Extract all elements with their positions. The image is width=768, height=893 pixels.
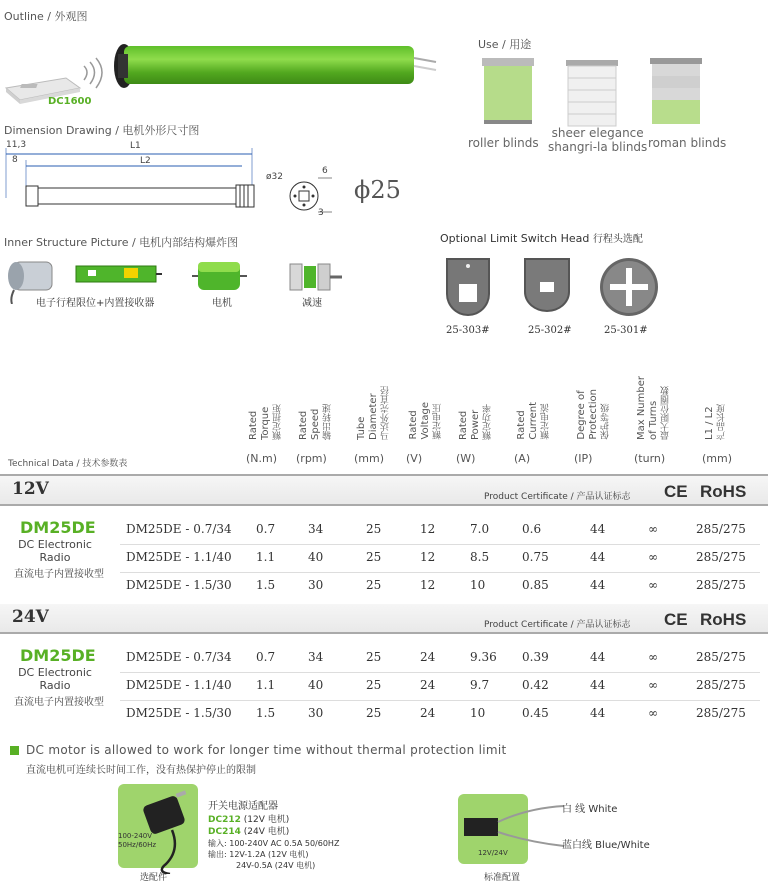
column-header-text: Max Number of Turns 最大限位圈数 — [636, 375, 671, 440]
wiring-img-label: 12V/24V — [478, 849, 508, 857]
row-divider — [120, 672, 760, 673]
roller-blind-image — [480, 56, 536, 128]
table-cell: 7.0 — [470, 522, 490, 536]
table-cell: 25 — [366, 550, 382, 564]
voltage-band — [0, 476, 768, 504]
table-cell: 25 — [366, 650, 382, 664]
gearbox-part-image — [282, 260, 346, 294]
table-cell: 12 — [420, 578, 436, 592]
column-header — [356, 360, 416, 440]
table-cell: 24 — [420, 678, 436, 692]
inner-label-gear: 减速 — [302, 298, 322, 309]
adapter-spec-out1: 输出: 12V-1.2A (12V 电机) — [208, 850, 309, 859]
model-name: DM25DE - 0.7/34 — [126, 522, 232, 536]
voltage-label: 12V — [12, 479, 49, 499]
table-cell: 0.6 — [522, 522, 542, 536]
table-cell: 25 — [366, 522, 382, 536]
inner-title: Inner Structure Picture / 电机内部结构爆炸图 — [4, 236, 239, 249]
model-name: DM25DE - 1.5/30 — [126, 706, 232, 720]
note-en: DC motor is allowed to work for longer time without thermal protection limit — [26, 743, 507, 757]
adapter-spec-in: 输入: 100-240V AC 0.5A 50/60HZ — [208, 839, 340, 848]
table-cell: ∞ — [648, 578, 658, 592]
adapter-caption: 选配件 — [140, 873, 168, 883]
limit-303-label: 25-303# — [446, 325, 490, 336]
table-cell: 285/275 — [696, 650, 746, 664]
end-view-drawing — [282, 172, 342, 222]
adapter-spec-out2: 24V-0.5A (24V 电机) — [236, 861, 316, 870]
motor-part-image — [192, 258, 248, 294]
column-header-text: Degree of Protection 保护等级 — [576, 389, 611, 440]
column-header-text: Rated Current 额定电流 — [516, 402, 551, 440]
model-name: DM25DE - 1.1/40 — [126, 678, 232, 692]
column-unit: (turn) — [634, 452, 666, 465]
table-cell: 25 — [366, 578, 382, 592]
use-sheer-label: sheer elegance shangri-la blinds — [548, 126, 648, 154]
table-cell: 30 — [308, 706, 324, 720]
table-cell: 0.85 — [522, 578, 549, 592]
limit-head-303-image — [442, 254, 496, 318]
table-cell: 0.39 — [522, 650, 549, 664]
table-cell: 1.5 — [256, 706, 276, 720]
column-unit: (N.m) — [246, 452, 278, 465]
limit-302-label: 25-302# — [528, 325, 572, 336]
table-cell: 285/275 — [696, 522, 746, 536]
use-roller-label: roller blinds — [468, 136, 539, 150]
row-divider — [120, 700, 760, 701]
table-cell: ∞ — [648, 650, 658, 664]
use-roman-label: roman blinds — [648, 136, 727, 150]
table-cell: 285/275 — [696, 578, 746, 592]
column-unit: (mm) — [354, 452, 385, 465]
table-cell: 1.5 — [256, 578, 276, 592]
roman-blind-image — [648, 56, 704, 128]
table-cell: 8.5 — [470, 550, 490, 564]
limit-head-301-image — [598, 256, 660, 318]
inner-label-board: 电子行程限位+内置接收器 — [36, 298, 155, 309]
table-cell: 25 — [366, 678, 382, 692]
model-name: DM25DE - 1.5/30 — [126, 578, 232, 592]
inner-label-motor: 电机 — [212, 298, 232, 309]
model-desc-cn: 直流电子内置接收型 — [14, 697, 104, 708]
column-header — [298, 360, 358, 440]
table-cell: 40 — [308, 678, 324, 692]
column-header — [636, 360, 696, 440]
table-cell: 9.7 — [470, 678, 490, 692]
wire-bluewhite-label: 蓝白线 Blue/White — [562, 840, 650, 851]
column-unit: (IP) — [574, 452, 593, 465]
table-cell: 0.7 — [256, 650, 276, 664]
table-cell: 44 — [590, 678, 606, 692]
limit-301-label: 25-301# — [604, 325, 648, 336]
table-cell: 30 — [308, 578, 324, 592]
dim-l1: L1 — [130, 141, 141, 151]
table-cell: 40 — [308, 550, 324, 564]
adapter-img-label: 100-240V 50Hz/60Hz — [118, 832, 157, 849]
table-cell: 44 — [590, 706, 606, 720]
wire-white-label: 白 线 White — [562, 804, 618, 815]
dim-8: 8 — [12, 155, 18, 165]
group-divider — [0, 632, 768, 634]
product-certificate: Product Certificate / 产品认证标志 — [484, 620, 631, 630]
row-divider — [120, 544, 760, 545]
table-cell: 25 — [366, 706, 382, 720]
column-unit: (W) — [456, 452, 476, 465]
rohs-mark: RoHS — [700, 482, 747, 501]
use-title: Use / 用途 — [478, 38, 532, 51]
table-cell: 285/275 — [696, 678, 746, 692]
dimension-title: Dimension Drawing / 电机外形尺寸图 — [4, 124, 200, 137]
column-header-text: Rated Voltage 额定电压 — [408, 402, 443, 440]
column-header-text: Rated Power 额定功率 — [458, 404, 493, 440]
column-unit: (V) — [406, 452, 423, 465]
dim-l2: L2 — [140, 156, 151, 166]
model-family: DM25DE — [20, 518, 96, 537]
table-cell: 0.75 — [522, 550, 549, 564]
table-cell: 10 — [470, 706, 486, 720]
table-cell: 44 — [590, 650, 606, 664]
rohs-mark: RoHS — [700, 610, 747, 629]
voltage-label: 24V — [12, 607, 49, 627]
table-cell: ∞ — [648, 522, 658, 536]
adapter-image — [132, 784, 202, 874]
table-cell: 12 — [420, 550, 436, 564]
dim-3: 3 — [318, 208, 324, 218]
column-header — [576, 360, 636, 440]
adapter-dc214: DC214 (24V 电机) — [208, 827, 290, 837]
model-name: DM25DE - 0.7/34 — [126, 650, 232, 664]
wiring-image — [460, 794, 570, 864]
column-unit: (mm) — [702, 452, 733, 465]
model-desc-en: DC Electronic Radio — [18, 666, 92, 692]
group-divider — [0, 504, 768, 506]
limit-head-302-image — [520, 254, 574, 314]
dim-11-3: 11,3 — [6, 140, 27, 150]
circuit-board-image — [74, 262, 164, 288]
tech-data-label: Technical Data / 技术参数表 — [8, 459, 128, 469]
column-header — [516, 360, 576, 440]
wiring-caption: 标准配置 — [484, 873, 521, 883]
column-header — [458, 360, 518, 440]
table-cell: 10 — [470, 578, 486, 592]
table-cell: 0.45 — [522, 706, 549, 720]
table-cell: 12 — [420, 522, 436, 536]
dim-phi25: ϕ25 — [354, 176, 401, 204]
table-cell: 0.7 — [256, 522, 276, 536]
table-cell: 24 — [420, 706, 436, 720]
dim-phi32: ø32 — [266, 172, 283, 182]
outline-title: Outline / 外观图 — [4, 10, 88, 23]
model-desc-cn: 直流电子内置接收型 — [14, 569, 104, 580]
column-header — [704, 360, 764, 440]
column-header-text: Rated Torque 额定扭矩 — [248, 404, 283, 440]
limit-title: Optional Limit Switch Head 行程头选配 — [440, 232, 643, 245]
table-cell: 34 — [308, 522, 324, 536]
column-unit: (A) — [514, 452, 531, 465]
model-name: DM25DE - 1.1/40 — [126, 550, 232, 564]
table-cell: 0.42 — [522, 678, 549, 692]
table-cell: 1.1 — [256, 678, 276, 692]
note-bullet — [10, 746, 19, 755]
sheer-blind-image — [564, 58, 620, 130]
ce-mark: CE — [664, 610, 688, 629]
column-unit: (rpm) — [296, 452, 327, 465]
voltage-band — [0, 604, 768, 632]
table-cell: 34 — [308, 650, 324, 664]
dim-6: 6 — [322, 166, 328, 176]
table-cell: ∞ — [648, 706, 658, 720]
table-cell: 44 — [590, 550, 606, 564]
model-family: DM25DE — [20, 646, 96, 665]
row-divider — [120, 572, 760, 573]
column-header-text: Tube Diameter 马达外壳直径 — [356, 386, 391, 440]
note-cn: 直流电机可连续长时间工作，没有热保护停止的限制 — [26, 765, 256, 776]
motor-image — [110, 40, 440, 96]
table-cell: 285/275 — [696, 706, 746, 720]
table-cell: 285/275 — [696, 550, 746, 564]
table-cell: 9.36 — [470, 650, 497, 664]
table-cell: 44 — [590, 522, 606, 536]
model-desc-en: DC Electronic Radio — [18, 538, 92, 564]
table-cell: ∞ — [648, 550, 658, 564]
table-cell: ∞ — [648, 678, 658, 692]
table-cell: 44 — [590, 578, 606, 592]
table-cell: 1.1 — [256, 550, 276, 564]
ce-mark: CE — [664, 482, 688, 501]
column-header-text: Rated Speed 输出转速 — [298, 404, 333, 440]
remote-label: DC1600 — [48, 96, 92, 107]
product-certificate: Product Certificate / 产品认证标志 — [484, 492, 631, 502]
adapter-dc212: DC212 (12V 电机) — [208, 815, 290, 825]
column-header-text: L1 / L2 产品长度 — [704, 404, 727, 440]
table-cell: 24 — [420, 650, 436, 664]
adapter-title: 开关电源适配器 — [208, 801, 278, 812]
